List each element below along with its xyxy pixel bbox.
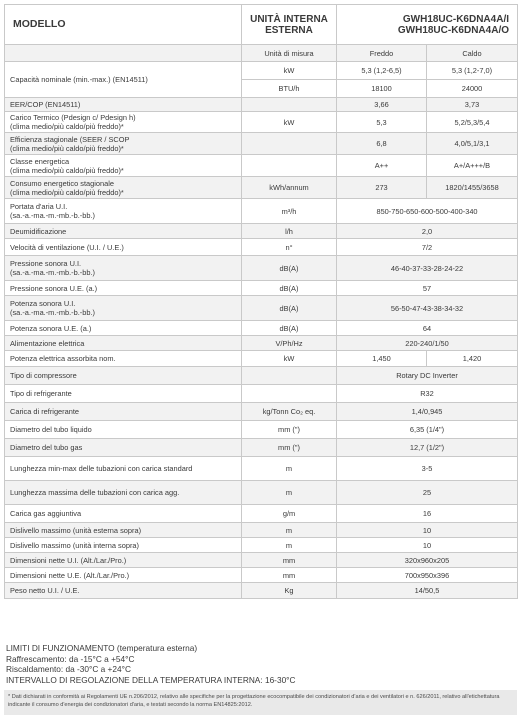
row-unit: mm (") [242, 439, 337, 457]
row-value-cool: 273 [337, 177, 427, 199]
row-label: Potenza elettrica assorbita nom. [5, 351, 242, 367]
row-value: 220-240/1/50 [337, 336, 518, 351]
product-code-outdoor: GWH18UC-K6DNA4A/O [397, 24, 509, 36]
heat-column-header: Caldo [427, 45, 518, 62]
row-value: 14/50,5 [337, 583, 518, 599]
row-value: 3-5 [337, 457, 518, 481]
table-row [5, 583, 518, 599]
row-value-heat: 5,2/5,3/5,4 [427, 112, 518, 133]
row-value-cool: 3,66 [337, 98, 427, 112]
row-label: Dislivello massimo (unità interna sopra) [5, 538, 242, 553]
row-unit: kg/Tonn Co₂ eq. [242, 403, 337, 421]
row-label: Pressione sonora U.E. (a.) [5, 281, 242, 296]
model-header: MODELLO [5, 5, 242, 45]
product-header [337, 5, 518, 45]
capacity-btu-cool: 18100 [337, 80, 427, 98]
row-unit: mm [242, 553, 337, 568]
limits-heating: Riscaldamento: da -30°C a +24°C [6, 664, 131, 674]
row-value: 10 [337, 538, 518, 553]
row-value-heat: 3,73 [427, 98, 518, 112]
row-unit [242, 98, 337, 112]
row-value: Rotary DC Inverter [337, 367, 518, 385]
cool-column-header: Freddo [337, 45, 427, 62]
table-row [5, 403, 518, 421]
table-row [5, 112, 518, 133]
table-row [5, 523, 518, 538]
row-label: Pressione sonora U.I. (sa.-a.-ma.-m.-mb.-b.-bb.) [5, 256, 242, 281]
table-row [5, 296, 518, 321]
row-label: Consumo energetico stagionale (clima medio/più caldo/più freddo)* [5, 177, 242, 199]
row-unit: mm [242, 568, 337, 583]
row-label: Potenza sonora U.E. (a.) [5, 321, 242, 336]
product-code-indoor: GWH18UC-K6DNA4A/I [402, 13, 509, 25]
row-label: Lunghezza min-max delle tubazioni con carica standard [5, 457, 242, 481]
row-label: Carico Termico (Pdesign c/ Pdesign h) (clima medio/più caldo/più freddo)* [5, 112, 242, 133]
row-unit: g/m [242, 505, 337, 523]
row-value: 64 [337, 321, 518, 336]
footnote: * Dati dichiarati in conformità ai Regolamenti UE n.206/2012, relativo alle specifiche per la progettazione ecocompatibile dei condizionatori d'aria e dei ventilatori e n. 626/2011, relativo all'etichettatura indicante il consumo d'energia dei condizionatori d'aria, e testati secondo la norma EN14825:2012. [4, 690, 517, 715]
row-unit: V/Ph/Hz [242, 336, 337, 351]
row-label: EER/COP (EN14511) [5, 98, 242, 112]
table-row [5, 421, 518, 439]
table-row [5, 239, 518, 256]
header-spacer [5, 45, 242, 62]
row-value-heat: 1820/1455/3658 [427, 177, 518, 199]
row-unit: mm (") [242, 421, 337, 439]
row-label: Carica gas aggiuntiva [5, 505, 242, 523]
table-row [5, 321, 518, 336]
row-label: Alimentazione elettrica [5, 336, 242, 351]
row-value-cool: 5,3 [337, 112, 427, 133]
table-row [5, 457, 518, 481]
row-value-cool: A++ [337, 155, 427, 177]
row-value: 850-750-650-600-500-400-340 [337, 199, 518, 224]
row-label: Diametro del tubo gas [5, 439, 242, 457]
capacity-label: Capacità nominale (min.-max.) (EN14511) [5, 62, 242, 98]
row-value: 6,35 (1/4") [337, 421, 518, 439]
row-label: Tipo di refrigerante [5, 385, 242, 403]
row-unit [242, 385, 337, 403]
row-label: Carica di refrigerante [5, 403, 242, 421]
table-row [5, 336, 518, 351]
capacity-kw-unit: kW [242, 62, 337, 80]
table-row [5, 281, 518, 296]
row-value-heat: 1,420 [427, 351, 518, 367]
row-value: 56-50-47-43-38-34-32 [337, 296, 518, 321]
row-unit: m [242, 481, 337, 505]
row-unit [242, 155, 337, 177]
row-value: 700x950x396 [337, 568, 518, 583]
row-label: Peso netto U.I. / U.E. [5, 583, 242, 599]
row-value: R32 [337, 385, 518, 403]
row-value: 1,4/0,945 [337, 403, 518, 421]
table-row [5, 155, 518, 177]
row-label: Portata d'aria U.I. (sa.-a.-ma.-m.-mb.-b.-bb.) [5, 199, 242, 224]
table-row [5, 256, 518, 281]
capacity-kw-cool: 5,3 (1,2-6,5) [337, 62, 427, 80]
row-unit: dB(A) [242, 321, 337, 336]
row-value-heat: A+/A+++/B [427, 155, 518, 177]
row-label: Deumidificazione [5, 224, 242, 239]
row-label: Efficienza stagionale (SEER / SCOP (clima medio/più caldo/più freddo)* [5, 133, 242, 155]
row-label: Velocità di ventilazione (U.I. / U.E.) [5, 239, 242, 256]
limits-title: LIMITI DI FUNZIONAMENTO (temperatura esterna) [6, 643, 198, 653]
row-label: Lunghezza massima delle tubazioni con carica agg. [5, 481, 242, 505]
row-label: Dimensioni nette U.I. (Alt./Lar./Pro.) [5, 553, 242, 568]
table-row [5, 481, 518, 505]
row-value: 7/2 [337, 239, 518, 256]
operating-limits [6, 643, 515, 685]
row-label: Potenza sonora U.I. (sa.-a.-ma.-m.-mb.-b.-bb.) [5, 296, 242, 321]
table-row [5, 199, 518, 224]
row-label: Diametro del tubo liquido [5, 421, 242, 439]
table-row [5, 133, 518, 155]
row-value: 57 [337, 281, 518, 296]
row-unit: m [242, 523, 337, 538]
row-value-heat: 4,0/5,1/3,1 [427, 133, 518, 155]
row-unit: m [242, 457, 337, 481]
table-row [5, 177, 518, 199]
row-value: 320x960x205 [337, 553, 518, 568]
row-unit: dB(A) [242, 296, 337, 321]
row-unit: dB(A) [242, 281, 337, 296]
table-row [5, 538, 518, 553]
capacity-btu-heat: 24000 [427, 80, 518, 98]
row-unit: m [242, 538, 337, 553]
row-unit: kW [242, 351, 337, 367]
row-value: 2,0 [337, 224, 518, 239]
table-row [5, 224, 518, 239]
table-row [5, 439, 518, 457]
row-value-cool: 1,450 [337, 351, 427, 367]
row-unit: Kg [242, 583, 337, 599]
row-label: Classe energetica (clima medio/più caldo/più freddo)* [5, 155, 242, 177]
table-row [5, 505, 518, 523]
spec-table [4, 4, 518, 599]
row-label: Dimensioni nette U.E. (Alt./Lar./Pro.) [5, 568, 242, 583]
units-header: UNITÀ INTERNA ESTERNA [242, 5, 337, 45]
table-row [5, 385, 518, 403]
row-value: 25 [337, 481, 518, 505]
table-row [5, 351, 518, 367]
unit-column-header: Unità di misura [242, 45, 337, 62]
table-row [5, 367, 518, 385]
capacity-kw-heat: 5,3 (1,2-7,0) [427, 62, 518, 80]
row-label: Dislivello massimo (unità esterna sopra) [5, 523, 242, 538]
row-unit [242, 133, 337, 155]
capacity-btu-unit: BTU/h [242, 80, 337, 98]
table-row [5, 553, 518, 568]
row-value: 12,7 (1/2") [337, 439, 518, 457]
row-unit: l/h [242, 224, 337, 239]
row-value: 16 [337, 505, 518, 523]
limits-range: INTERVALLO DI REGOLAZIONE DELLA TEMPERATURA INTERNA: 16-30°C [6, 674, 296, 685]
row-unit: dB(A) [242, 256, 337, 281]
row-label: Tipo di compressore [5, 367, 242, 385]
row-unit: kW [242, 112, 337, 133]
row-value: 10 [337, 523, 518, 538]
row-unit: m³/h [242, 199, 337, 224]
row-unit: n° [242, 239, 337, 256]
table-row [5, 568, 518, 583]
limits-cooling: Raffrescamento: da -15°C a +54°C [6, 653, 135, 664]
row-unit [242, 367, 337, 385]
row-value: 46-40-37-33-28-24-22 [337, 256, 518, 281]
row-unit: kWh/annum [242, 177, 337, 199]
row-value-cool: 6,8 [337, 133, 427, 155]
table-row [5, 98, 518, 112]
